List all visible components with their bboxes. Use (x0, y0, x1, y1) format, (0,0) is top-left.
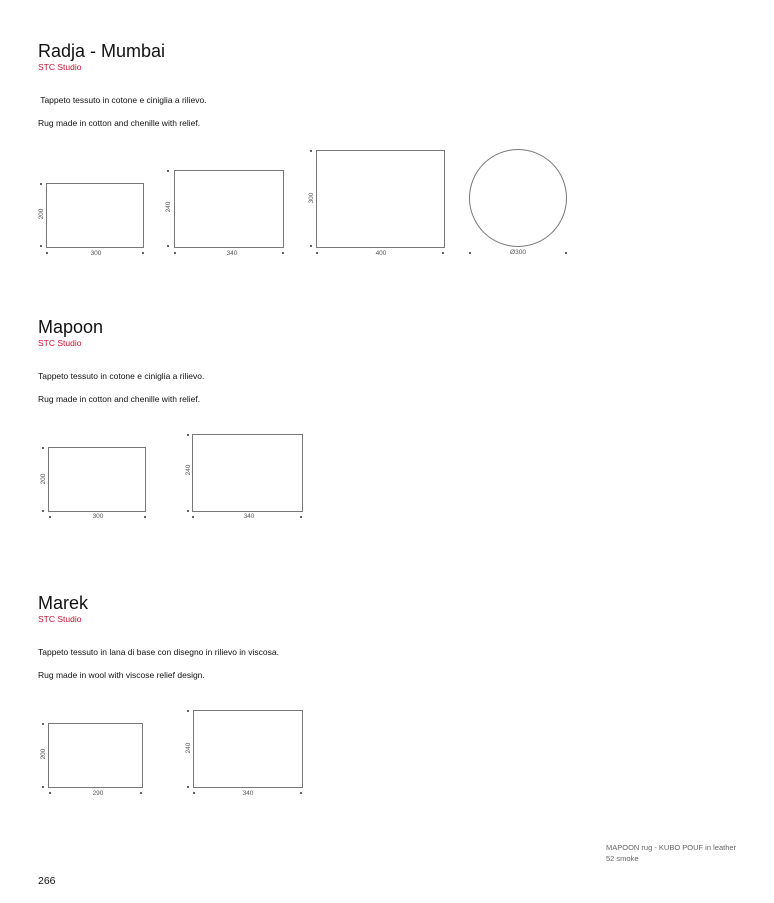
width-label: 340 (242, 790, 254, 797)
width-marker-left (174, 252, 176, 254)
page-number: 266 (38, 875, 56, 887)
width-marker-left (49, 516, 51, 518)
height-label: 240 (165, 201, 172, 213)
height-marker-bottom (42, 786, 44, 788)
height-marker-top (187, 710, 189, 712)
width-marker-right (300, 516, 302, 518)
height-marker-top (40, 183, 42, 185)
diameter-label: Ø300 (510, 249, 526, 256)
height-marker-top (42, 723, 44, 725)
rug-outline (174, 170, 284, 248)
width-marker-left (192, 516, 194, 518)
width-marker-left (46, 252, 48, 254)
height-label: 200 (38, 208, 45, 220)
width-marker-right (565, 252, 567, 254)
width-label: 300 (90, 250, 102, 257)
product-designer: STC Studio (38, 338, 82, 348)
rug-outline (192, 434, 303, 512)
width-label: 300 (92, 513, 104, 520)
rug-outline (48, 723, 143, 788)
description-english: Rug made in cotton and chenille with relief. (38, 394, 201, 404)
height-marker-top (310, 150, 312, 152)
height-marker-bottom (167, 245, 169, 247)
rug-outline (193, 710, 303, 788)
width-marker-right (140, 792, 142, 794)
width-marker-right (142, 252, 144, 254)
height-marker-top (42, 447, 44, 449)
photo-caption-line2: 52 smoke (606, 854, 639, 863)
rug-outline (316, 150, 445, 248)
width-marker-left (193, 792, 195, 794)
height-label: 240 (185, 464, 192, 476)
width-label: 340 (226, 250, 238, 257)
height-marker-bottom (187, 510, 189, 512)
rug-outline (48, 447, 146, 512)
product-title: Radja - Mumbai (38, 41, 166, 61)
width-label: 290 (92, 790, 104, 797)
height-marker-bottom (42, 510, 44, 512)
height-marker-top (167, 170, 169, 172)
description-italian: Tappeto tessuto in lana di base con disegno in rilievo in viscosa. (38, 647, 279, 657)
description-italian: Tappeto tessuto in cotone e ciniglia a rilievo. (38, 95, 207, 105)
product-title: Mapoon (38, 317, 104, 337)
round-rug-outline (469, 149, 567, 247)
product-designer: STC Studio (38, 62, 82, 72)
height-marker-top (187, 434, 189, 436)
rug-outline (46, 183, 144, 248)
height-label: 300 (308, 192, 315, 204)
width-label: 400 (375, 250, 387, 257)
photo-caption-line1: MAPOON rug - KUBO POUF in leather (606, 843, 737, 852)
height-label: 200 (40, 473, 47, 485)
width-marker-right (144, 516, 146, 518)
product-designer: STC Studio (38, 614, 82, 624)
height-marker-bottom (310, 245, 312, 247)
description-english: Rug made in cotton and chenille with relief. (38, 118, 201, 128)
width-marker-left (49, 792, 51, 794)
width-marker-right (442, 252, 444, 254)
width-marker-right (300, 792, 302, 794)
description-italian: Tappeto tessuto in cotone e ciniglia a rilievo. (38, 371, 205, 381)
description-english: Rug made in wool with viscose relief design. (38, 670, 205, 680)
height-label: 200 (40, 748, 47, 760)
height-label: 240 (185, 742, 192, 754)
product-title: Marek (38, 593, 89, 613)
width-marker-left (316, 252, 318, 254)
width-marker-left (469, 252, 471, 254)
width-label: 340 (243, 513, 255, 520)
width-marker-right (282, 252, 284, 254)
height-marker-bottom (187, 786, 189, 788)
height-marker-bottom (40, 245, 42, 247)
